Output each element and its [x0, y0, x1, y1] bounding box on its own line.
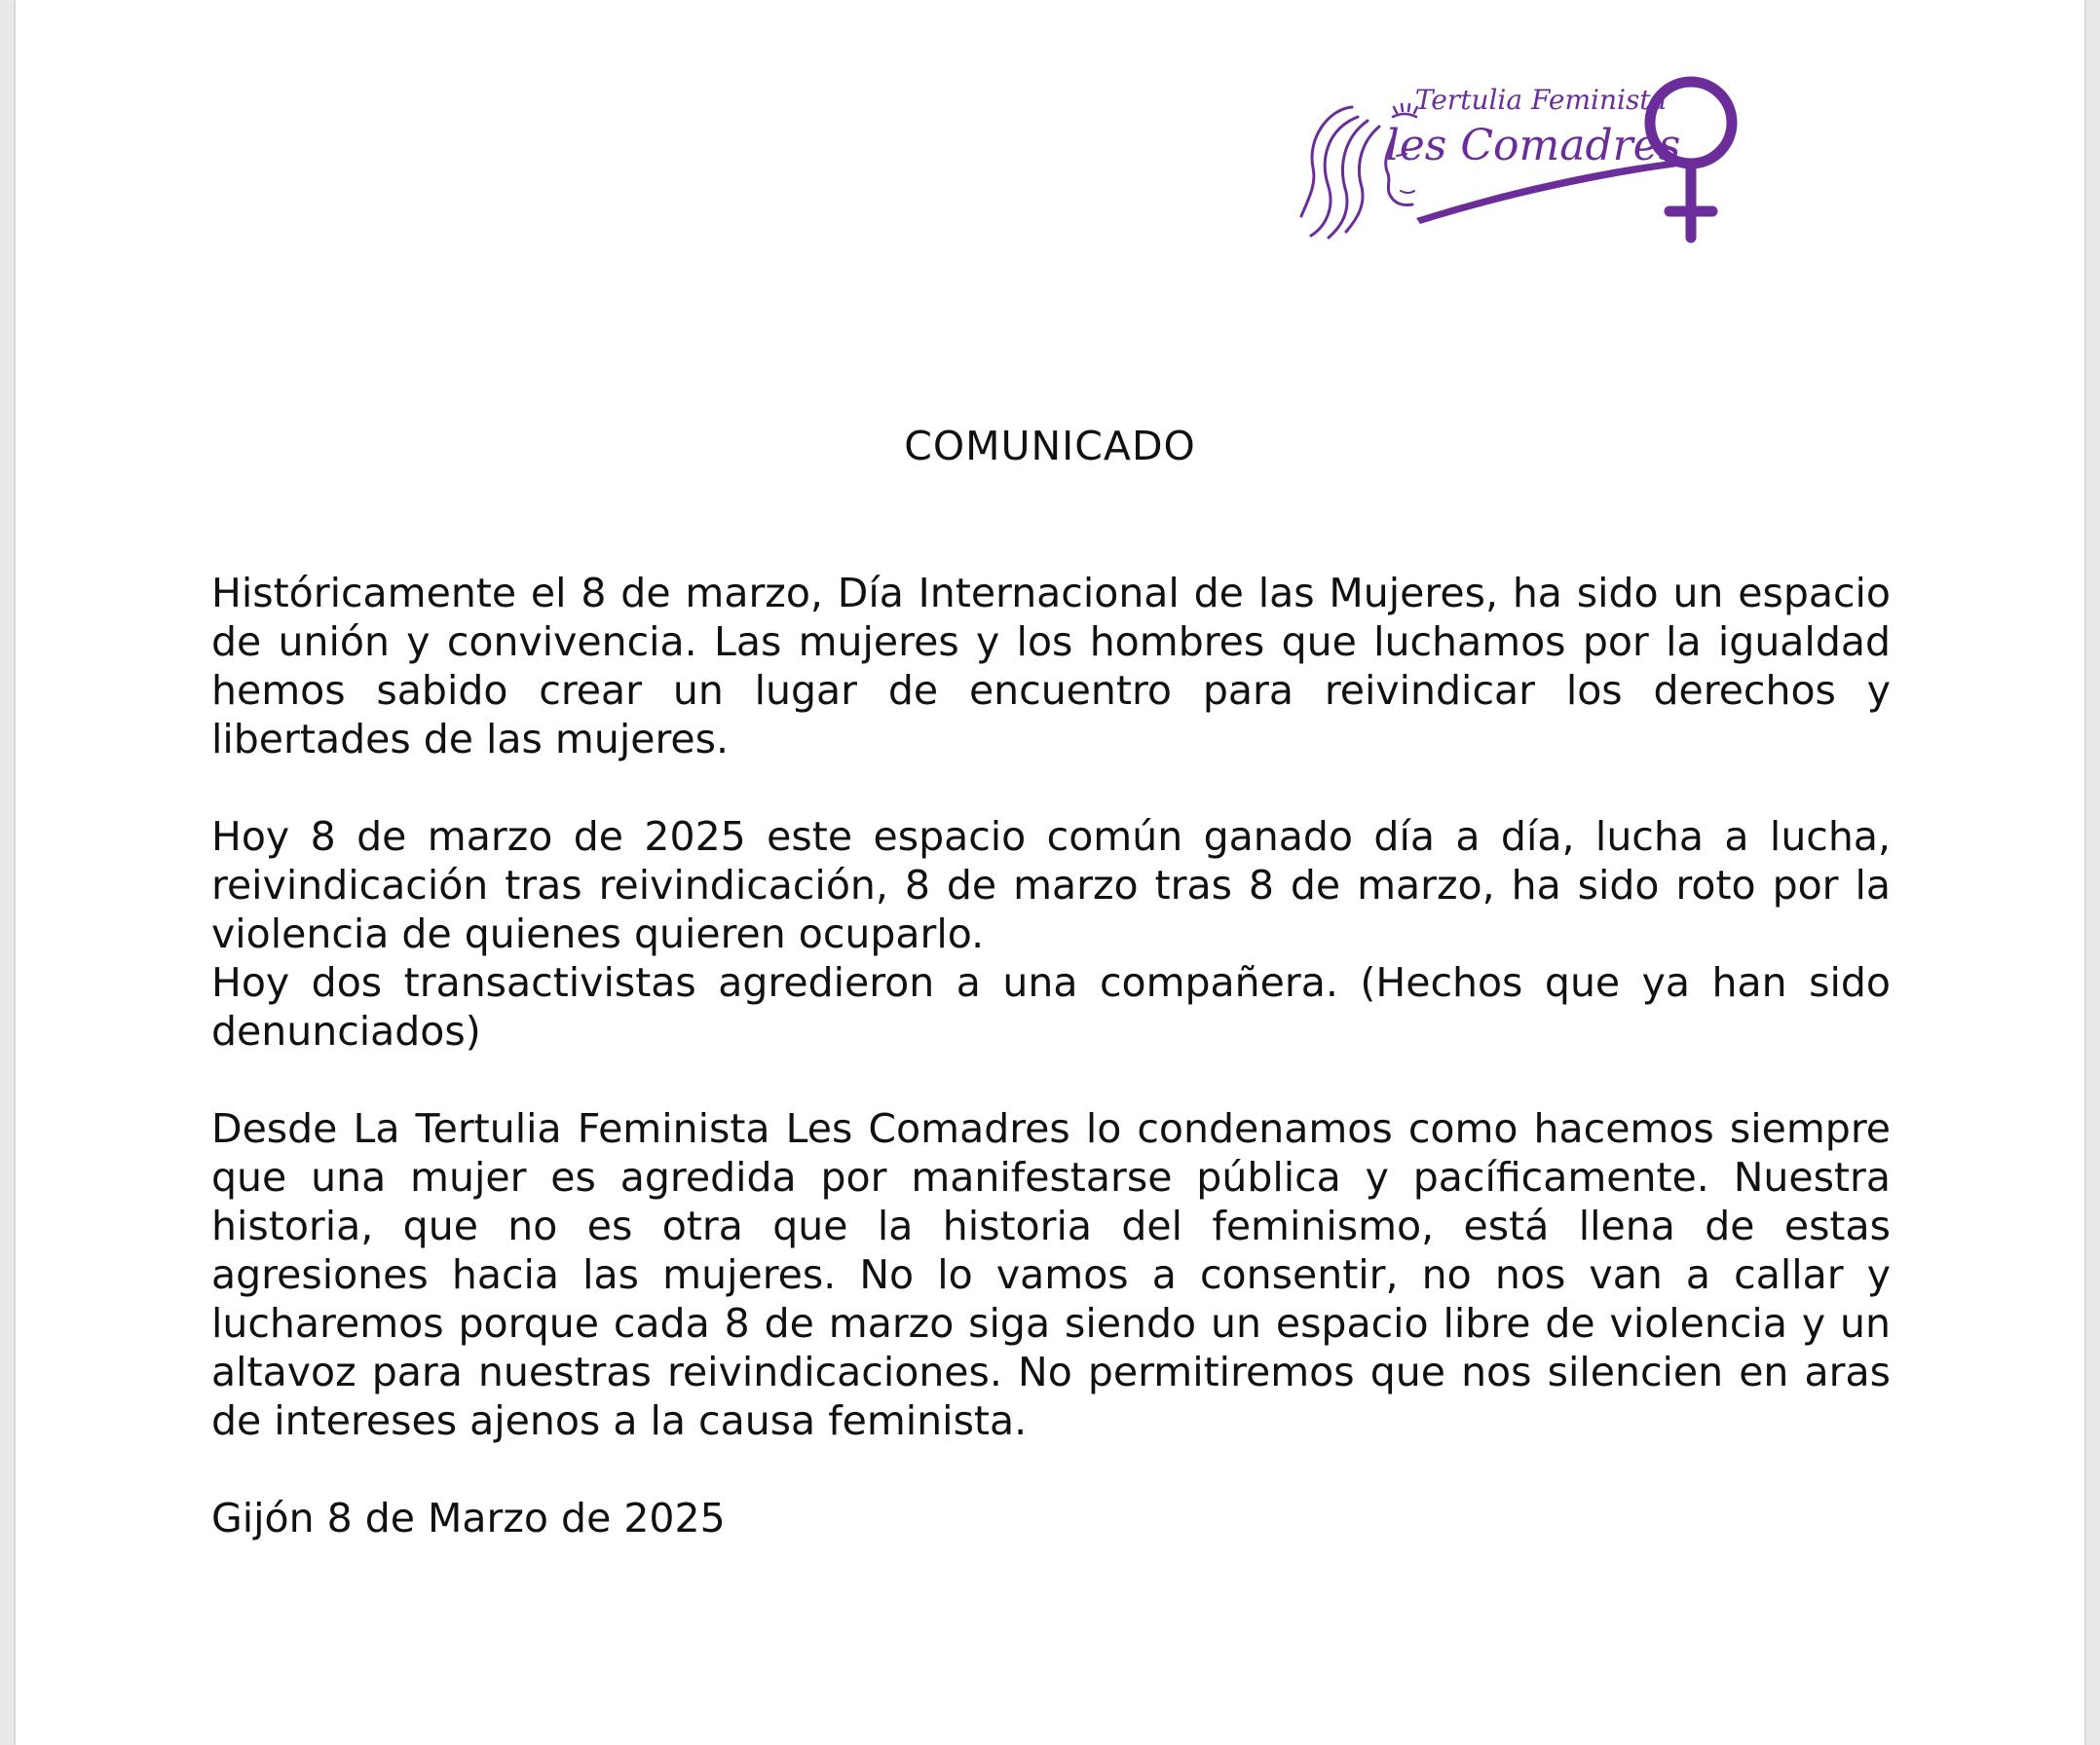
- paragraph-3: Hoy dos transactivistas agredieron a una compañera. (Hechos que ya han sido denunciados): [211, 959, 1891, 1055]
- paragraph-2: Hoy 8 de marzo de 2025 este espacio común ganado día a día, lucha a lucha, reivindicación tras reivindicación, 8 de marzo tras 8 de marzo, ha sido roto por la violencia de quienes quieren ocuparlo.: [211, 813, 1891, 957]
- document-page: [16, 0, 2084, 1745]
- paragraph-1: Históricamente el 8 de marzo, Día Internacional de las Mujeres, ha sido un espacio de unión y convivencia. Las mujeres y los hombres que luchamos por la igualdad hemos sabido crear un lugar de encuentro para reivindicar los derechos y libertades de las mujeres.: [211, 570, 1891, 762]
- logo-line1: Tertulia Feminista: [1414, 84, 1668, 116]
- document-title: COMUNICADO: [904, 423, 1196, 469]
- tertulia-feminista-logo: [1299, 70, 1747, 245]
- logo-line2: les Comadres: [1385, 121, 1681, 170]
- paragraph-4: Desde La Tertulia Feminista Les Comadres lo condenamos como hacemos siempre que una mujer es agredida por manifestarse pública y pacíficamente. Nuestra historia, que no es otra que la historia del feminismo, está llena de estas agresiones hacia las mujeres. No lo vamos a consentir, no nos van a callar y lucharemos porque cada 8 de marzo siga siendo un espacio libre de violencia y un altavoz para nuestras reivindicaciones. No permitiremos que nos silencien en aras de intereses ajenos a la causa feminista.: [211, 1105, 1891, 1444]
- eye-icon: [1393, 104, 1417, 117]
- document-body: [211, 569, 1891, 1542]
- signature-line: Gijón 8 de Marzo de 2025: [211, 1495, 726, 1541]
